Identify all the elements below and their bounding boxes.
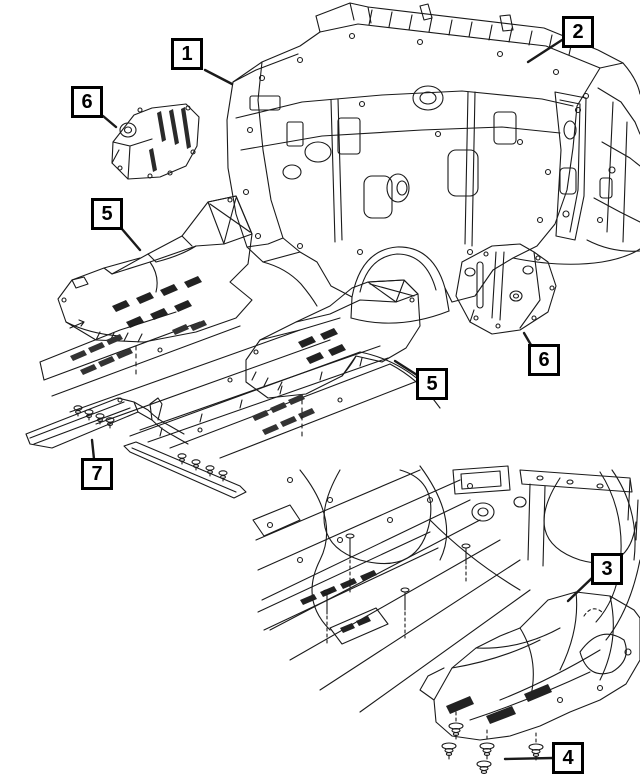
leader-1 (205, 70, 232, 84)
callout-box-4[interactable] (552, 742, 584, 774)
callout-label: 4 (562, 747, 574, 769)
leader-5-left (122, 229, 140, 250)
callout-label: 6 (81, 91, 93, 113)
callout-box-5-left[interactable] (91, 198, 123, 230)
floor-assembly-bottom-art (253, 466, 640, 773)
leader-6-left (103, 116, 116, 127)
callout-box-3[interactable] (591, 553, 623, 585)
silencer-pad-right-art (246, 280, 420, 398)
callout-box-6-right[interactable] (528, 344, 560, 376)
dash-panel-assembly-art (227, 3, 640, 323)
callout-label: 5 (426, 373, 438, 395)
callout-label: 5 (101, 203, 113, 225)
callout-box-1[interactable] (171, 38, 203, 70)
callout-label: 1 (181, 43, 193, 65)
silencer-pad-left-art (58, 196, 252, 342)
insulator-left-art (112, 104, 199, 179)
leader-4 (505, 758, 553, 759)
leader-5-right (395, 361, 417, 375)
callout-label: 7 (91, 463, 103, 485)
callout-box-6-left[interactable] (71, 86, 103, 118)
insulator-right-art (456, 244, 556, 334)
callout-box-2[interactable] (562, 16, 594, 48)
leader-3 (568, 578, 592, 601)
callout-label: 2 (572, 21, 584, 43)
carpet-item-3-art (420, 592, 640, 740)
callout-box-7[interactable] (81, 458, 113, 490)
sill-strip-art (26, 398, 246, 498)
leader-7 (92, 440, 94, 459)
callout-box-5-right[interactable] (416, 368, 448, 400)
callout-label: 6 (538, 349, 550, 371)
callout-label: 3 (601, 558, 613, 580)
